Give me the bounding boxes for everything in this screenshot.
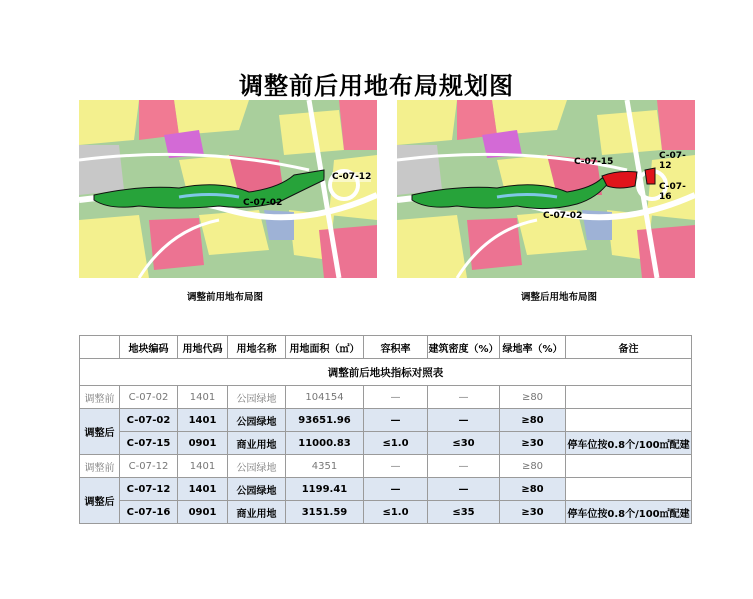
table-cell: ≤30 <box>428 432 500 455</box>
map-label: C-07-12 <box>332 172 372 182</box>
table-cell: ≥30 <box>500 432 566 455</box>
table-cell: 公园绿地 <box>228 386 286 409</box>
table-cell: C-07-12 <box>120 478 178 501</box>
table-cell: ≤1.0 <box>364 432 428 455</box>
table-cell <box>566 386 692 409</box>
header-cell: 容积率 <box>364 336 428 359</box>
table-cell <box>566 409 692 432</box>
table-cell: 1401 <box>178 455 228 478</box>
table-cell: C-07-02 <box>120 386 178 409</box>
map-label: C-07-16 <box>659 182 686 202</box>
table-cell: ≥80 <box>500 409 566 432</box>
map-label: C-07-02 <box>243 198 283 208</box>
header-cell: 用地名称 <box>228 336 286 359</box>
table-cell: — <box>428 478 500 501</box>
table-cell: 公园绿地 <box>228 409 286 432</box>
table-cell: 93651.96 <box>286 409 364 432</box>
table-cell: 公园绿地 <box>228 455 286 478</box>
table-row <box>80 501 692 524</box>
header-cell: 备注 <box>566 336 692 359</box>
table-cell: ≥80 <box>500 386 566 409</box>
group-label: 调整后 <box>80 478 120 524</box>
header-cell: 绿地率（%） <box>500 336 566 359</box>
table-cell: 1199.41 <box>286 478 364 501</box>
map-caption-after: 调整后用地布局图 <box>520 292 597 303</box>
table-cell: 0901 <box>178 432 228 455</box>
page-title: 调整前后用地布局规划图 <box>239 72 514 100</box>
land-use-map-after <box>397 100 695 278</box>
table-cell: — <box>364 478 428 501</box>
table-row <box>80 432 692 455</box>
table-cell: 停车位按0.8个/100㎡配建 <box>566 501 692 524</box>
table-cell: — <box>364 386 428 409</box>
group-label: 调整前 <box>80 386 120 409</box>
land-use-map-before <box>79 100 377 278</box>
table-cell: — <box>364 409 428 432</box>
table-row <box>80 386 692 409</box>
table-header-row <box>80 336 692 359</box>
table-cell: C-07-15 <box>120 432 178 455</box>
table-cell: C-07-16 <box>120 501 178 524</box>
table-cell: — <box>428 455 500 478</box>
map-label: C-07-15 <box>574 157 614 167</box>
table-cell: 104154 <box>286 386 364 409</box>
header-cell-blank <box>80 336 120 359</box>
table-cell: ≥80 <box>500 478 566 501</box>
table-cell: ≥80 <box>500 455 566 478</box>
table-cell: 3151.59 <box>286 501 364 524</box>
land-index-table <box>79 335 692 524</box>
table-cell: 0901 <box>178 501 228 524</box>
map-caption-before: 调整前用地布局图 <box>186 292 263 303</box>
table-cell: 11000.83 <box>286 432 364 455</box>
table-cell: 停车位按0.8个/100㎡配建 <box>566 432 692 455</box>
group-label: 调整前 <box>80 455 120 478</box>
table-title: 调整前后地块指标对照表 <box>80 359 692 386</box>
table-cell: ≤35 <box>428 501 500 524</box>
table-cell: ≥30 <box>500 501 566 524</box>
table-cell: ≤1.0 <box>364 501 428 524</box>
header-cell: 建筑密度（%） <box>428 336 500 359</box>
table-cell <box>566 455 692 478</box>
table-cell: — <box>428 386 500 409</box>
table-cell: 4351 <box>286 455 364 478</box>
table-cell: 1401 <box>178 478 228 501</box>
map-label: C-07-12 <box>659 151 686 171</box>
table-row <box>80 455 692 478</box>
table-cell: 1401 <box>178 386 228 409</box>
header-cell: 地块编码 <box>120 336 178 359</box>
table-cell <box>566 478 692 501</box>
table-cell: 1401 <box>178 409 228 432</box>
table-row <box>80 409 692 432</box>
table-row <box>80 478 692 501</box>
table-cell: — <box>364 455 428 478</box>
table-cell: 公园绿地 <box>228 478 286 501</box>
map-label: C-07-02 <box>543 211 583 221</box>
table-cell: — <box>428 409 500 432</box>
table-cell: C-07-02 <box>120 409 178 432</box>
table-cell: 商业用地 <box>228 432 286 455</box>
table-cell: C-07-12 <box>120 455 178 478</box>
header-cell: 用地代码 <box>178 336 228 359</box>
table-cell: 商业用地 <box>228 501 286 524</box>
group-label: 调整后 <box>80 409 120 455</box>
header-cell: 用地面积（㎡） <box>286 336 364 359</box>
